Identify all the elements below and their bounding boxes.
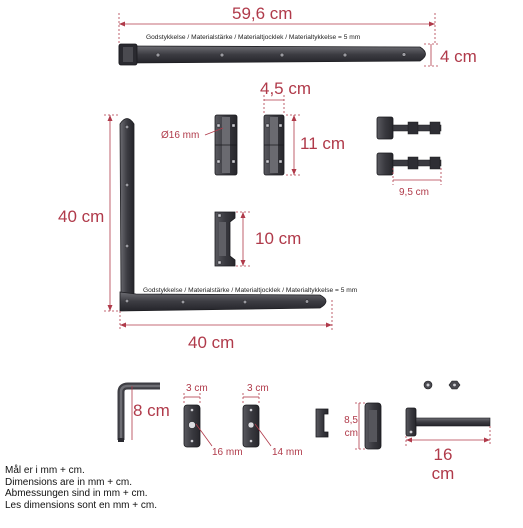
dim-bracket-height: 10 cm xyxy=(255,229,302,248)
small-u-clip xyxy=(316,409,328,437)
dim-small-plate-width: 4,5 cm xyxy=(260,79,312,98)
unit-note-en: Dimensions are in mm + cm. xyxy=(5,476,132,488)
dim-small-plate-hole: Ø16 mm xyxy=(161,130,200,141)
u-bracket xyxy=(215,212,235,266)
threaded-pintle-bolt-bottom xyxy=(377,153,441,175)
dim-angle-height: 40 cm xyxy=(58,207,105,226)
threaded-pintle-bolt-top xyxy=(377,117,441,139)
dim-washer1-hole: 16 mm xyxy=(212,447,243,458)
dim-washer2-width: 3 cm xyxy=(247,383,269,394)
dim-clip-height: 8,5 cm xyxy=(344,415,358,439)
unit-notes xyxy=(5,465,157,511)
dim-angle-width: 40 cm xyxy=(188,333,235,352)
thickness-note-angle: Godstykkelse / Materialstärke / Materialtjocklek / Materialtykkelse = 5 mm xyxy=(143,287,358,294)
dim-washer2-hole: 14 mm xyxy=(272,447,303,458)
dim-top-hinge-width: 4 cm xyxy=(440,47,477,66)
dim-pin-height: 8 cm xyxy=(133,401,170,420)
dim-small-plate-height: 11 cm xyxy=(300,134,346,153)
small-hinge-plate-left xyxy=(215,115,237,175)
pintle-pin xyxy=(406,408,490,436)
flange-bracket xyxy=(365,403,381,449)
unit-note-de: Abmessungen sind in mm + cm. xyxy=(5,488,148,499)
top-strap-hinge xyxy=(119,44,426,65)
dim-bolt-length: 9,5 cm xyxy=(399,187,430,198)
nuts xyxy=(424,381,460,389)
small-hinge-plate-right xyxy=(264,115,284,175)
dim-washer1-width: 3 cm xyxy=(186,383,208,394)
unit-note-fr: Les dimensions sont en mm + cm. xyxy=(5,499,158,511)
dim-pintle-length: 16 cm xyxy=(431,445,455,483)
dim-top-hinge-length: 59,6 cm xyxy=(232,4,293,23)
thickness-note-top: Godstykkelse / Materialstärke / Materialtjocklek / Materialtykkelse = 5 mm xyxy=(146,34,361,41)
unit-note-no: Mål er i mm + cm. xyxy=(5,465,85,476)
